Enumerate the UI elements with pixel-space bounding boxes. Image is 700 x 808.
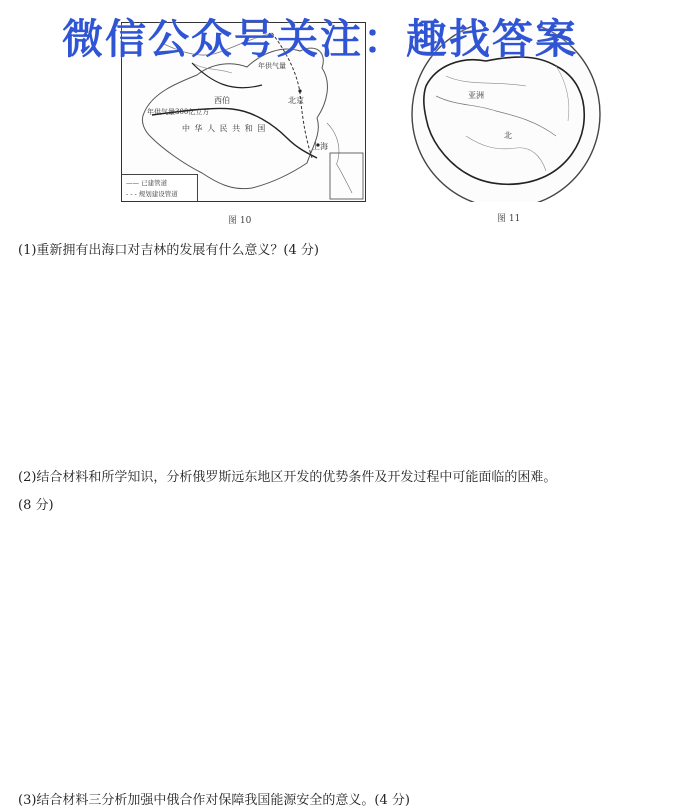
question-1: (1)重新拥有出海口对吉林的发展有什么意义？(4 分) [18, 243, 319, 258]
label-beijing: 北京 [288, 96, 304, 105]
label-xidian: 西伯 [214, 96, 230, 105]
map-legend [122, 174, 198, 201]
globe-label-b: 北 [504, 131, 512, 140]
figure-11-caption: 图 11 [497, 214, 521, 224]
legend-planned: - - - 规划建设管道 [126, 190, 178, 198]
figure-10-caption: 图 10 [228, 216, 252, 226]
label-country: 中 华 人 民 共 和 国 [182, 124, 267, 133]
watermark-text: 微信公众号关注：趣找答案 [62, 15, 578, 63]
globe-label-a: 亚洲 [468, 91, 484, 100]
label-top-note: 年供气量 [258, 62, 286, 70]
question-2-score: (8 分) [18, 498, 54, 513]
label-gas-volume: 年供气量300亿立方 [147, 108, 210, 116]
question-2: (2)结合材料和所学知识，分析俄罗斯远东地区开发的优势条件及开发过程中可能面临的困难。 [18, 470, 557, 485]
question-3: (3)结合材料三分析加强中俄合作对保障我国能源安全的意义。(4 分) [18, 793, 410, 808]
label-shanghai: 上海 [312, 142, 328, 151]
legend-built: —— 已建管道 [126, 179, 168, 187]
